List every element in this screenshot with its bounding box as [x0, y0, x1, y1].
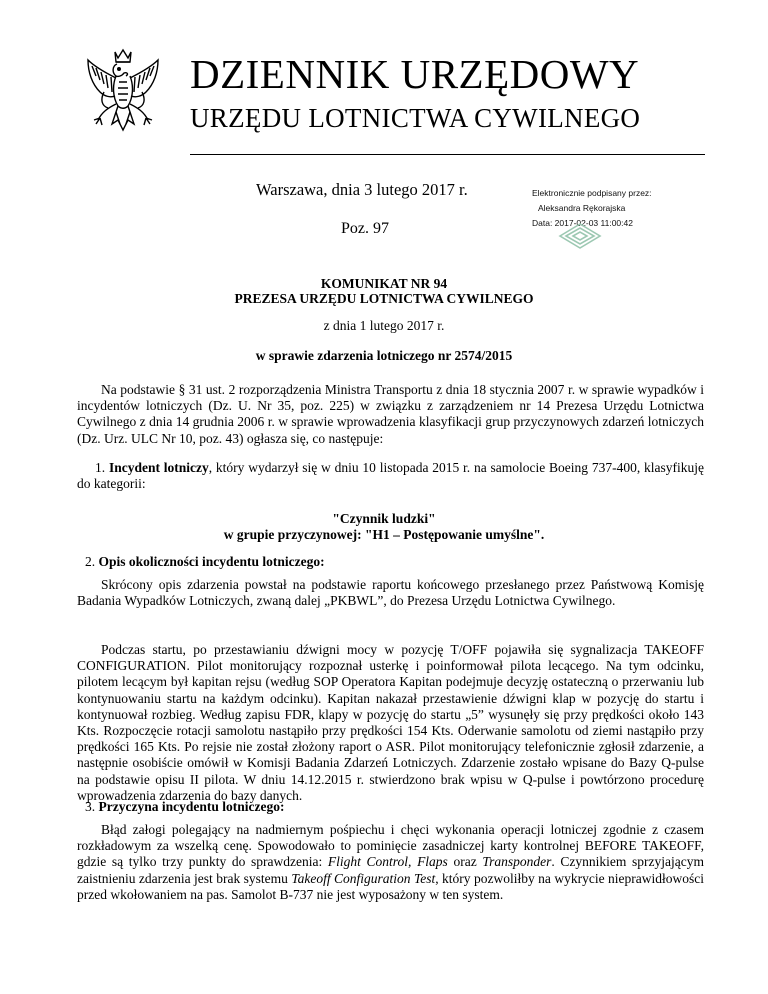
section-2-text-2: Podczas startu, po przestawianiu dźwigni mocy w pozycję T/OFF pojawiła się sygnalizacja TAKEOFF CONFIGURATION. Pilot monitorujący rozpoznał usterkę i poinformował pilota lecącego. Na tym odcinku, pilotem lecącym był kapitan rejsu (według SOP Operatora Kapitan podejmuje decyzję ostateczną o przerwaniu lub kontynuowaniu startu na każdym odcinku). Kapitan nakazał przestawienie dźwigni klap w pozycję do startu i kontynuował rozbieg. Według zapisu FDR, klapy w pozycję do startu „5” wysunęły się przy prędkości około 143 Kts. Rozpoczęcie rotacji samolotu nastąpiło przy prędkości 154 Kts. Oderwanie samolotu od ziemi nastąpiło przy prędkości 165 Kts. Po rejsie nie został złożony raport o ASR. Pilot monitorujący telefonicznie zgłosił zdarzenie, a następnie osobiście omówił w Komisji Badania Zdarzeń Lotniczych. Zdarzenie zostało wpisane do Bazy Q-pulse na podstawie opisu II pilota. W dniu 14.12.2015 r. stwierdzono brak wpisu w Q-pulse i powtórzono procedurę wprowadzenia zdarzenia do bazy danych.	[77, 642, 704, 803]
polish-eagle-emblem-icon	[82, 46, 164, 148]
section-3-italic-3: Takeoff Configuration Test	[291, 870, 436, 886]
communique-issuer: PREZESA URZĘDU LOTNICTWA CYWILNEGO	[234, 291, 534, 306]
journal-subtitle: URZĘDU LOTNICTWA CYWILNEGO	[190, 103, 641, 133]
communique-date: z dnia 1 lutego 2017 r.	[323, 318, 445, 333]
journal-title: DZIENNIK URZĘDOWY	[190, 51, 640, 97]
section-2-heading	[85, 554, 325, 570]
point-1-paragraph	[77, 460, 704, 492]
section-3-text-b: oraz	[447, 854, 483, 870]
section-2-paragraph-2	[77, 642, 704, 804]
category-name: "Czynnik ludzki"	[332, 511, 436, 526]
point-1-number: 1.	[95, 460, 106, 475]
section-2-number: 2.	[85, 554, 96, 569]
section-3-paragraph	[77, 822, 704, 903]
signature-label: Elektronicznie podpisany przez:	[532, 188, 652, 198]
section-3-text-a: Błąd załogi polegający na nadmiernym pośpiechu i chęci wykonania operacji lotniczej zgodnie z czasem rozkładowym za wszelką cenę. Spowodowało to pominięcie zasadniczej karty kontrolnej BEFORE TAKEOFF, gdzie są tylko trzy punkty do sprawdzenia:	[77, 822, 704, 870]
intro-text: Na podstawie § 31 ust. 2 rozporządzenia Ministra Transportu z dnia 18 stycznia 2007 r. w sprawie wypadków i incydentów lotniczych (Dz. U. Nr 35, poz. 225) w związku z zarządzeniem nr 14 Prezesa Urzędu Lotnictwa Cywilnego z dnia 14 grudnia 2006 r. w sprawie wprowadzenia klasyfikacji grup przyczynowych zdarzeń lotniczych (Dz. Urz. ULC Nr 10, poz. 43) ogłasza się, co następuje:	[77, 382, 704, 446]
position-number: Poz. 97	[341, 220, 389, 237]
section-3-heading	[85, 799, 284, 815]
signature-verification-icon	[556, 222, 604, 250]
intro-paragraph	[77, 382, 704, 447]
point-1-text: , który wydarzył się w dniu 10 listopada 2015 r. na samolocie Boeing 737-400, klasyfikuję do kategorii:	[77, 460, 705, 492]
section-2-title: Opis okoliczności incydentu lotniczego:	[98, 554, 325, 569]
signature-date: Data: 2017-02-03 11:00:42	[532, 218, 633, 228]
section-3-number: 3.	[85, 799, 96, 814]
communique-heading: KOMUNIKAT NR 94	[320, 276, 448, 291]
signature-signer: Aleksandra Rękorajska	[538, 203, 626, 213]
category-group	[0, 527, 768, 543]
section-2-paragraph-1	[77, 577, 704, 609]
publication-date: Warszawa, dnia 3 lutego 2017 r.	[256, 180, 468, 199]
section-3-title: Przyczyna incydentu lotniczego:	[98, 799, 285, 814]
category-group-text: w grupie przyczynowej: "H1 – Postępowanie umyślne".	[223, 527, 545, 542]
section-2-text-1: Skrócony opis zdarzenia powstał na podstawie raportu końcowego przesłanego przez Państwową Komisję Badania Wypadków Lotniczych, zwaną dalej „PKBWL”, do Prezesa Urzędu Lotnictwa Cywilnego.	[77, 577, 704, 609]
section-3-italic-1: Flight Control, Flaps	[327, 854, 448, 870]
section-3-text-d: , który pozwoliłby na wykrycie nieprawidłowości przed wkołowaniem na pas. Samolot B-737 nie jest wyposażony w ten system.	[77, 870, 704, 902]
communique-subject: w sprawie zdarzenia lotniczego nr 2574/2015	[255, 348, 513, 363]
section-3-italic-2: Transponder	[482, 854, 552, 870]
header-divider	[190, 154, 705, 155]
section-3-text-c: . Czynnikiem sprzyjającym zaistnieniu zdarzenia jest brak systemu	[77, 854, 704, 886]
point-1-bold: Incydent lotniczy	[108, 460, 209, 475]
